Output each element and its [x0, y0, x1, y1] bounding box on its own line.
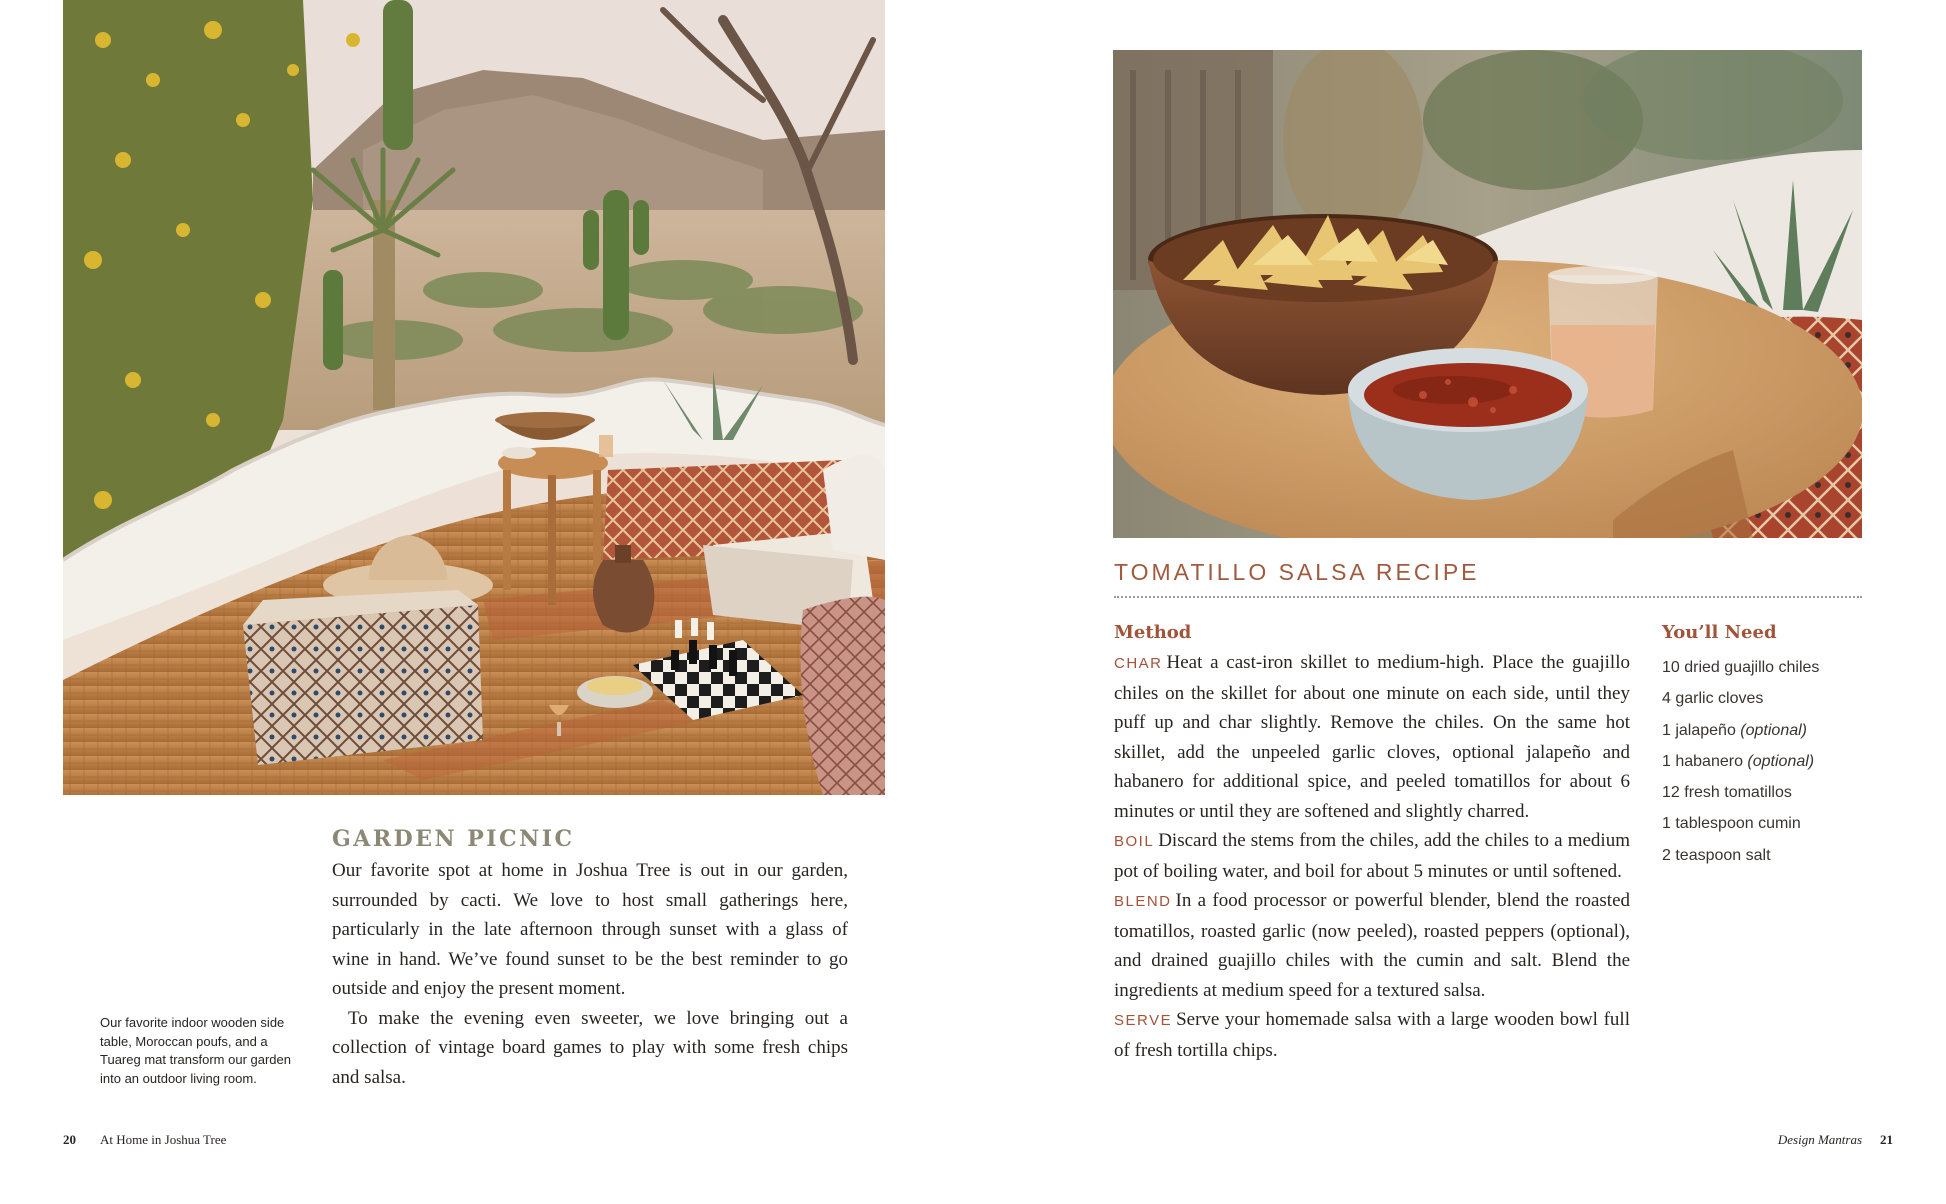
step-text-blend: In a food processor or powerful blender, blend the roasted tomatillos, roasted garlic (now peeled), roasted peppers (optional), and drained guajillo chiles with the cumin and salt. Blend the ingredients at medium speed for a textured salsa.: [1114, 890, 1630, 1001]
ingredient-name: 1 jalapeño: [1662, 721, 1736, 739]
page-number-left: 20: [63, 1132, 76, 1147]
garden-picnic-heading: GARDEN PICNIC: [332, 826, 575, 852]
ingredient-note: (optional): [1747, 752, 1815, 770]
ingredient-name: 1 habanero: [1662, 752, 1743, 770]
method-step-boil: [1114, 826, 1630, 886]
garden-picnic-photo: [63, 0, 885, 795]
ingredient-note: (optional): [1740, 721, 1807, 739]
salsa-chips-photo: [1113, 50, 1862, 538]
method-heading: Method: [1114, 622, 1192, 643]
ingredient-item: [1662, 777, 1862, 808]
photo-caption: Our favorite indoor wooden side table, Moroccan poufs, and a Tuareg mat transform our garden into an outdoor living room.: [100, 1015, 291, 1086]
ingredient-item: [1662, 808, 1862, 839]
ingredient-item: [1662, 715, 1862, 746]
step-key-blend: BLEND: [1114, 893, 1172, 910]
ingredient-item: [1662, 652, 1862, 683]
method-steps: [1114, 648, 1630, 1065]
ingredient-name: 2 teaspoon salt: [1662, 846, 1771, 864]
dotted-divider: [1114, 596, 1862, 598]
ingredients-list: [1662, 652, 1862, 871]
garden-picnic-body: [332, 856, 848, 1092]
recipe-title: TOMATILLO SALSA RECIPE: [1114, 559, 1480, 585]
ingredient-item: [1662, 840, 1862, 871]
step-text-char: Heat a cast-iron skillet to medium-high. Place the guajillo chiles on the skillet for about one minute on each side, until they puff up and char slightly. Remove the chiles. On the same hot skillet, add the unpeeled garlic cloves, optional jalapeño and habanero for additional spice, and peeled tomatillos for about 6 minutes or until they are softened and slightly charred.: [1114, 652, 1630, 822]
ingredient-name: 12 fresh tomatillos: [1662, 784, 1792, 802]
method-step-serve: [1114, 1005, 1630, 1065]
ingredient-name: 10 dried guajillo chiles: [1662, 659, 1820, 676]
ingredient-name: 4 garlic cloves: [1662, 690, 1764, 708]
ingredient-item: [1662, 746, 1862, 777]
step-key-char: CHAR: [1114, 655, 1163, 672]
method-step-blend: [1114, 886, 1630, 1005]
step-key-serve: SERVE: [1114, 1012, 1173, 1029]
step-key-boil: BOIL: [1114, 833, 1155, 850]
page-number-right: 21: [1880, 1132, 1893, 1147]
step-text-serve: Serve your homemade salsa with a large wooden bowl full of fresh tortilla chips.: [1114, 1009, 1630, 1061]
ingredients-heading: You’ll Need: [1662, 622, 1777, 643]
ingredient-name: 1 tablespoon cumin: [1662, 815, 1801, 833]
garden-paragraph-1: Our favorite spot at home in Joshua Tree is out in our garden, surrounded by cacti. We love to host small gatherings here, particularly in the late afternoon through sunset with a glass of wine in hand. We’ve found sunset to be the best reminder to go outside and enjoy the present moment.: [332, 860, 848, 999]
running-head-right: Design Mantras: [1777, 1132, 1862, 1147]
garden-paragraph-2: To make the evening even sweeter, we love bringing out a collection of vintage board games to play with some fresh chips and salsa.: [332, 1007, 848, 1088]
step-text-boil: Discard the stems from the chiles, add the chiles to a medium pot of boiling water, and boil for about 5 minutes or until softened.: [1114, 830, 1630, 882]
running-head-left: At Home in Joshua Tree: [100, 1132, 227, 1147]
ingredient-item: [1662, 683, 1862, 714]
method-step-char: [1114, 648, 1630, 826]
